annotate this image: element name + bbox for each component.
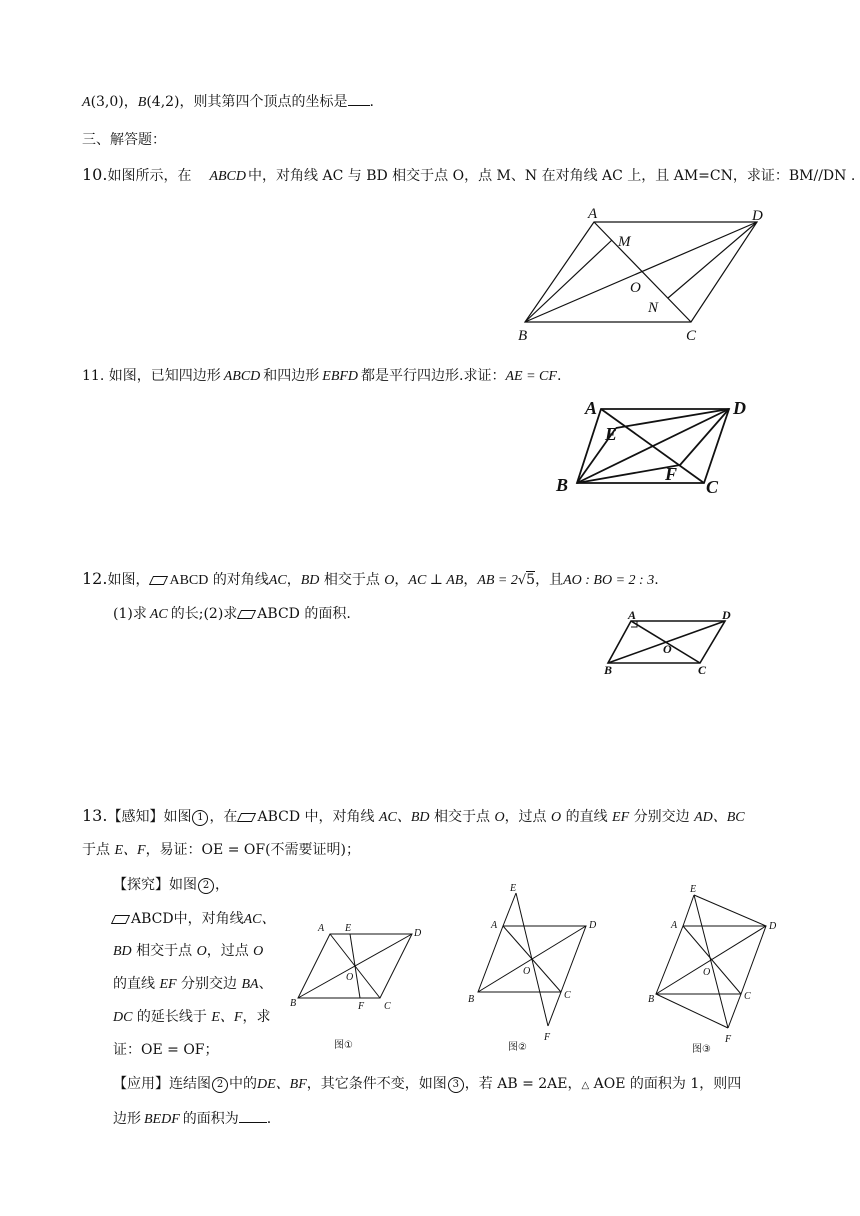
label-a: A xyxy=(318,923,325,934)
label-c: C xyxy=(706,477,719,497)
figure-caption: 图② xyxy=(508,1042,527,1053)
label-b: B xyxy=(518,328,528,344)
label-d: D xyxy=(769,921,777,932)
circled-2: 2 xyxy=(198,878,214,894)
label-d: D xyxy=(589,920,597,931)
label-c: C xyxy=(384,1001,391,1012)
figure-caption: 图③ xyxy=(692,1044,711,1055)
label-o: O xyxy=(703,967,711,978)
label-c: C xyxy=(686,328,697,344)
label-a: A xyxy=(491,920,498,931)
figure-caption: 图① xyxy=(334,1040,353,1051)
circled-2: 2 xyxy=(212,1077,228,1093)
q13-apply-1: 【应用】连结图 2 中的DE、BF，其它条件不变，如图 3 ，若 AB = 2AE，△ AOE 的面积为 1，则四 xyxy=(113,1076,742,1092)
q13-explore-3: BD 相交于点 O，过点 O xyxy=(113,943,264,959)
question-number: 12. xyxy=(82,569,108,588)
q12-subquestions: (1)求 AC 的长;(2)求 ABCD 的面积. xyxy=(113,606,351,622)
label-d: D xyxy=(414,928,422,939)
label-c: C xyxy=(698,663,707,677)
question-number: 11. xyxy=(82,368,105,384)
section-title: 三、解答题： xyxy=(82,132,166,148)
circled-3: 3 xyxy=(448,1077,464,1093)
label-e: E xyxy=(690,884,697,895)
label-b: B xyxy=(604,663,613,677)
q11-text: 11. 如图，已知四边形 ABCD 和四边形 EBFD 都是平行四边形.求证：AE = CF. xyxy=(82,368,562,384)
label-a: A xyxy=(671,920,678,931)
label-b: B xyxy=(556,475,569,495)
question-number: 13. xyxy=(82,806,108,825)
q9-tail: A(3,0)，B(4,2)，则其第四个顶点的坐标是 . xyxy=(82,94,374,110)
label-m: M xyxy=(618,234,631,250)
label-d: D xyxy=(722,608,731,622)
q12-text: 12.如图， ABCD 的对角线AC，BD 相交于点 O，AC ⊥ AB，AB = 2√5，且AO : BO = 2 : 3. xyxy=(82,569,659,588)
label-b: B xyxy=(290,998,297,1009)
label-e: E xyxy=(510,883,517,894)
q9-b-coords: (4,2) xyxy=(146,94,180,110)
label-a: A xyxy=(588,206,598,222)
q10-text: 10.如图所示，在 ABCD 中，对角线 AC 与 BD 相交于点 O，点 M、N 在对角线 AC 上，且 AM=CN，求证：BM//DN . xyxy=(82,165,856,184)
question-number: 10. xyxy=(82,165,108,184)
q13-explore-5: DC 的延长线于 E、F，求 xyxy=(113,1009,271,1025)
label-n: N xyxy=(648,300,659,316)
label-e: E xyxy=(605,424,618,444)
q9-a-coords: (3,0) xyxy=(90,94,124,110)
label-f: F xyxy=(665,464,678,484)
q13-line2: 于点 E、F，易证：OE = OF(不需要证明)； xyxy=(82,842,361,858)
label-a: A xyxy=(585,398,598,418)
label-f: F xyxy=(544,1032,551,1043)
q13-explore-6: 证：OE = OF； xyxy=(113,1042,219,1058)
label-c: C xyxy=(744,991,751,1002)
label-a: A xyxy=(628,608,637,622)
label-b: B xyxy=(468,994,475,1005)
q13-apply-2: 边形 BEDF 的面积为 . xyxy=(113,1111,272,1127)
q9-a-label: A xyxy=(82,95,91,110)
label-e: E xyxy=(345,923,352,934)
label-f: F xyxy=(358,1001,365,1012)
label-c: C xyxy=(564,990,571,1001)
q13-explore-4: 的直线 EF 分别交边 BA、 xyxy=(113,976,273,992)
label-o: O xyxy=(346,972,354,983)
q13-explore-1: 【探究】如图 2 ， xyxy=(113,877,229,893)
q13-line1: 13.【感知】如图 1 ，在 ABCD 中，对角线 AC、BD 相交于点 O，过点 O 的直线 EF 分别交边 AD、BC xyxy=(82,806,745,825)
label-o: O xyxy=(630,280,641,296)
label-o: O xyxy=(523,966,531,977)
label-o: O xyxy=(663,642,672,656)
label-d: D xyxy=(733,398,746,418)
label-f: F xyxy=(725,1034,732,1045)
q9-b-label: B xyxy=(137,95,147,110)
label-b: B xyxy=(648,994,655,1005)
q13-explore-2: ABCD中，对角线AC、 xyxy=(113,909,276,930)
circled-1: 1 xyxy=(192,810,208,826)
q9-text: ，则其第四个顶点的坐标是 xyxy=(179,94,348,110)
label-d: D xyxy=(752,208,763,224)
